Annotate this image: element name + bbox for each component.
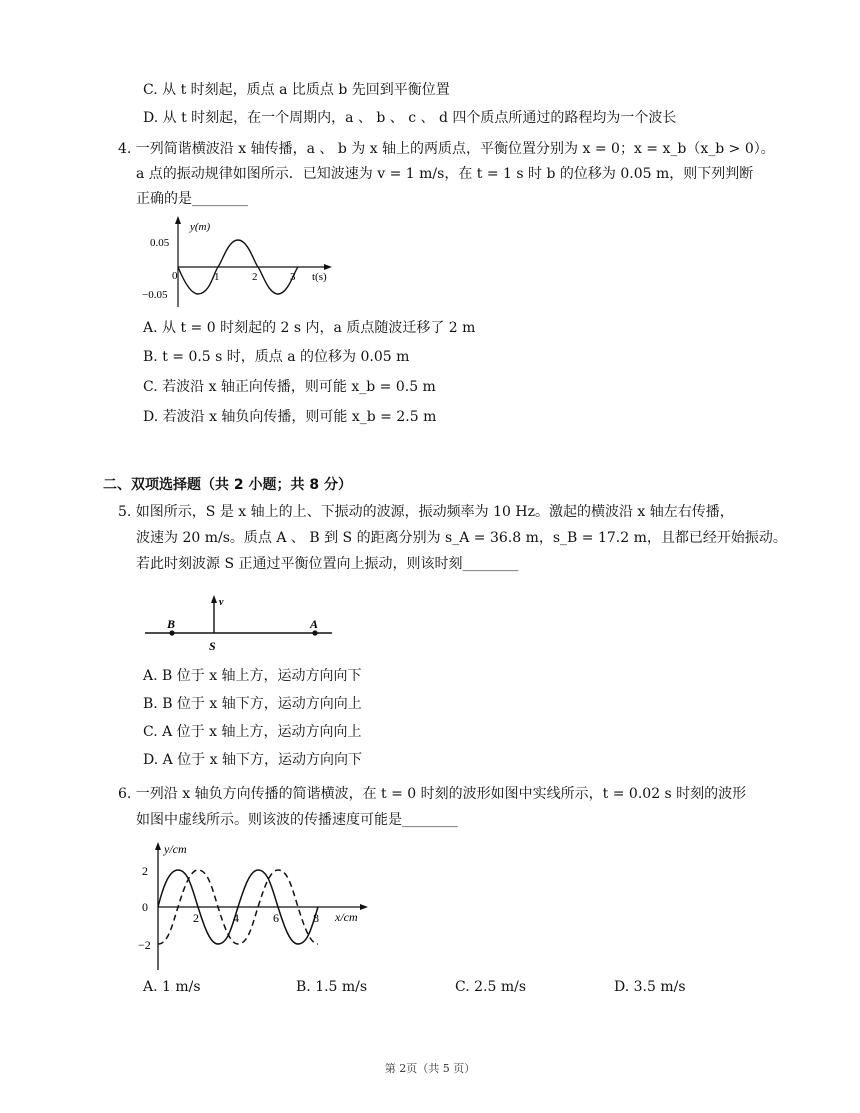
q6-y-pos: 2: [142, 864, 148, 878]
q6-tick-4: 4: [233, 911, 239, 925]
q4-y-pos: 0.05: [150, 237, 170, 249]
q5-option-c: C. A 位于 x 轴上方，运动方向向上: [143, 724, 362, 740]
q5-label-b: B: [167, 617, 176, 631]
q5-label-v: v: [219, 597, 224, 608]
q6-option-c: C. 2.5 m/s: [455, 979, 527, 995]
q4-stem-line1: 4. 一列简谐横波沿 x 轴传播，a 、 b 为 x 轴上的两质点，平衡位置分别为 x = 0；x = x_b（x_b > 0）。: [118, 141, 775, 157]
q4-stem-line2: a 点的振动规律如图所示．已知波速为 v = 1 m/s，在 t = 1 s 时 b 的位移为 0.05 m，则下列判断: [136, 166, 754, 182]
q6-y-neg: −2: [138, 938, 151, 952]
q3-option-c: C. 从 t 时刻起，质点 a 比质点 b 先回到平衡位置: [143, 82, 450, 98]
q5-option-d: D. A 位于 x 轴下方，运动方向向下: [143, 752, 362, 768]
q5-stem-line3: 若此时刻波源 S 正通过平衡位置向上振动，则该时刻________: [136, 556, 519, 572]
q6-stem-line1: 6. 一列沿 x 轴负方向传播的简谐横波，在 t = 0 时刻的波形如图中实线所示，t = 0.02 s 时刻的波形: [118, 786, 747, 802]
q6-option-a: A. 1 m/s: [143, 979, 201, 995]
q4-option-d: D. 若波沿 x 轴负向传播，则可能 x_b = 2.5 m: [143, 409, 437, 425]
q6-option-d: D. 3.5 m/s: [614, 979, 686, 995]
q6-xlabel: x/cm: [335, 910, 358, 924]
section-2-title: 二、双项选择题（共 2 小题；共 8 分）: [103, 477, 352, 493]
q4-stem-line3: 正确的是________: [136, 191, 248, 207]
page-footer: 第 2页（共 5 页）: [384, 1062, 476, 1075]
q5-label-s: S: [209, 639, 216, 653]
q4-tick-1: 1: [214, 271, 220, 283]
q6-tick-6: 6: [273, 911, 279, 925]
q6-tick-2: 2: [193, 911, 199, 925]
q5-option-b: B. B 位于 x 轴下方，运动方向向上: [143, 696, 362, 712]
q5-option-a: A. B 位于 x 轴上方，运动方向向下: [143, 668, 362, 684]
q4-option-c: C. 若波沿 x 轴正向传播，则可能 x_b = 0.5 m: [143, 379, 436, 395]
q5-wave-source-figure: [140, 590, 340, 655]
q5-stem-line1: 5. 如图所示，S 是 x 轴上的上、下振动的波源，振动频率为 10 Hz。激起的横波沿 x 轴左右传播，: [118, 504, 734, 520]
q6-stem-line2: 如图中虚线所示。则该波的传播速度可能是________: [136, 812, 458, 828]
q6-option-b: B. 1.5 m/s: [296, 979, 368, 995]
q5-label-a: A: [310, 617, 319, 631]
q4-option-a: A. 从 t = 0 时刻起的 2 s 内，a 质点随波迁移了 2 m: [143, 320, 476, 336]
q4-origin: 0: [172, 270, 178, 282]
q4-tick-2: 2: [252, 271, 258, 283]
q4-y-neg: −0.05: [142, 289, 168, 301]
q4-option-b: B. t = 0.5 s 时，质点 a 的位移为 0.05 m: [143, 349, 410, 365]
q4-vibration-graph: [130, 212, 350, 312]
q6-tick-8: 8: [313, 911, 319, 925]
q6-waveform-graph: [130, 838, 380, 973]
q6-ylabel: y/cm: [164, 842, 187, 856]
q5-stem-line2: 波速为 20 m/s。质点 A 、 B 到 S 的距离分别为 s_A = 36.8 m，s_B = 17.2 m，且都已经开始振动。: [136, 530, 787, 546]
q4-xlabel: t(s): [312, 271, 327, 283]
q3-option-d: D. 从 t 时刻起，在一个周期内，a 、 b 、 c 、 d 四个质点所通过的路程均为一个波长: [143, 110, 677, 126]
q6-y-zero: 0: [142, 900, 148, 914]
q4-tick-3: 3: [290, 271, 296, 283]
q4-ylabel: y(m): [190, 221, 211, 233]
